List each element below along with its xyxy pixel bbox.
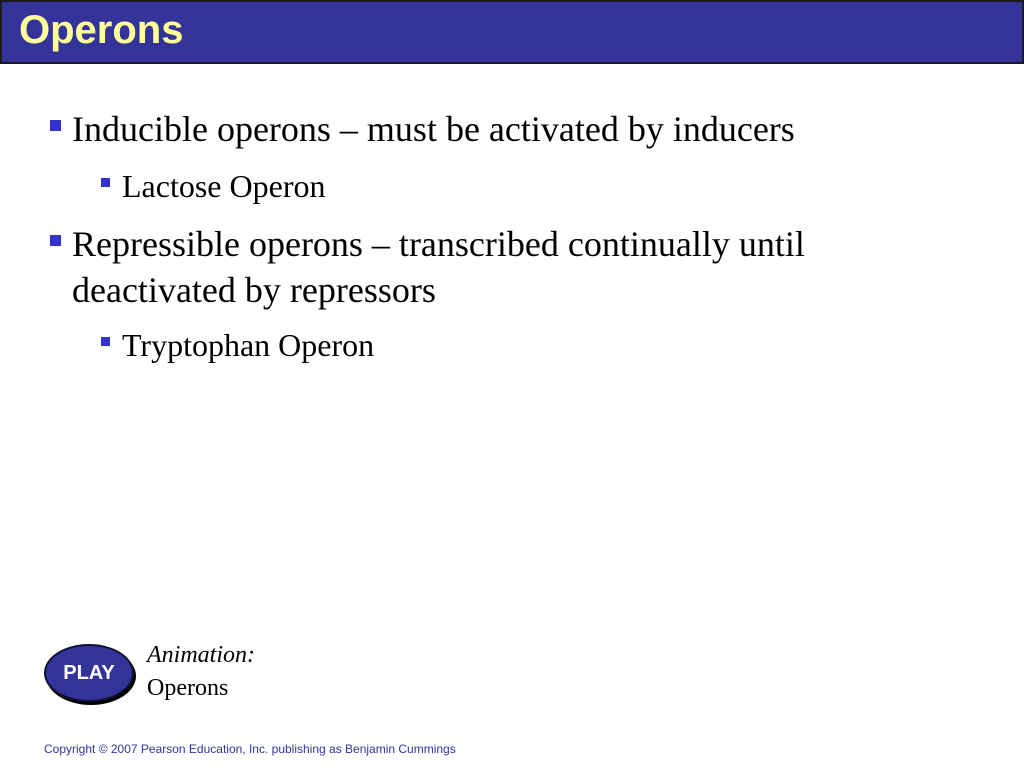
bullet-item — [50, 106, 1010, 152]
bullet-text: Inducible operons – must be activated by inducers — [72, 109, 795, 149]
animation-label: Animation: — [147, 642, 255, 668]
play-button-label: PLAY — [63, 661, 115, 684]
square-bullet-icon — [50, 235, 61, 246]
sub-bullet-text: Tryptophan Operon — [122, 327, 375, 363]
play-button[interactable] — [44, 644, 134, 702]
bullet-text: Repressible operons – transcribed continually until deactivated by repressors — [72, 224, 805, 310]
title-bar — [0, 0, 1024, 64]
copyright-notice: Copyright © 2007 Pearson Education, Inc. publishing as Benjamin Cummings — [44, 742, 456, 756]
bullet-item — [50, 221, 930, 313]
sub-bullet-text: Lactose Operon — [122, 168, 326, 204]
square-bullet-icon — [50, 120, 61, 131]
animation-name: Operons — [147, 675, 229, 701]
square-bullet-icon — [101, 178, 110, 187]
slide-title: Operons — [19, 8, 184, 52]
sub-bullet-item — [101, 167, 325, 205]
animation-caption — [147, 639, 255, 705]
sub-bullet-item — [101, 326, 374, 364]
square-bullet-icon — [101, 337, 110, 346]
